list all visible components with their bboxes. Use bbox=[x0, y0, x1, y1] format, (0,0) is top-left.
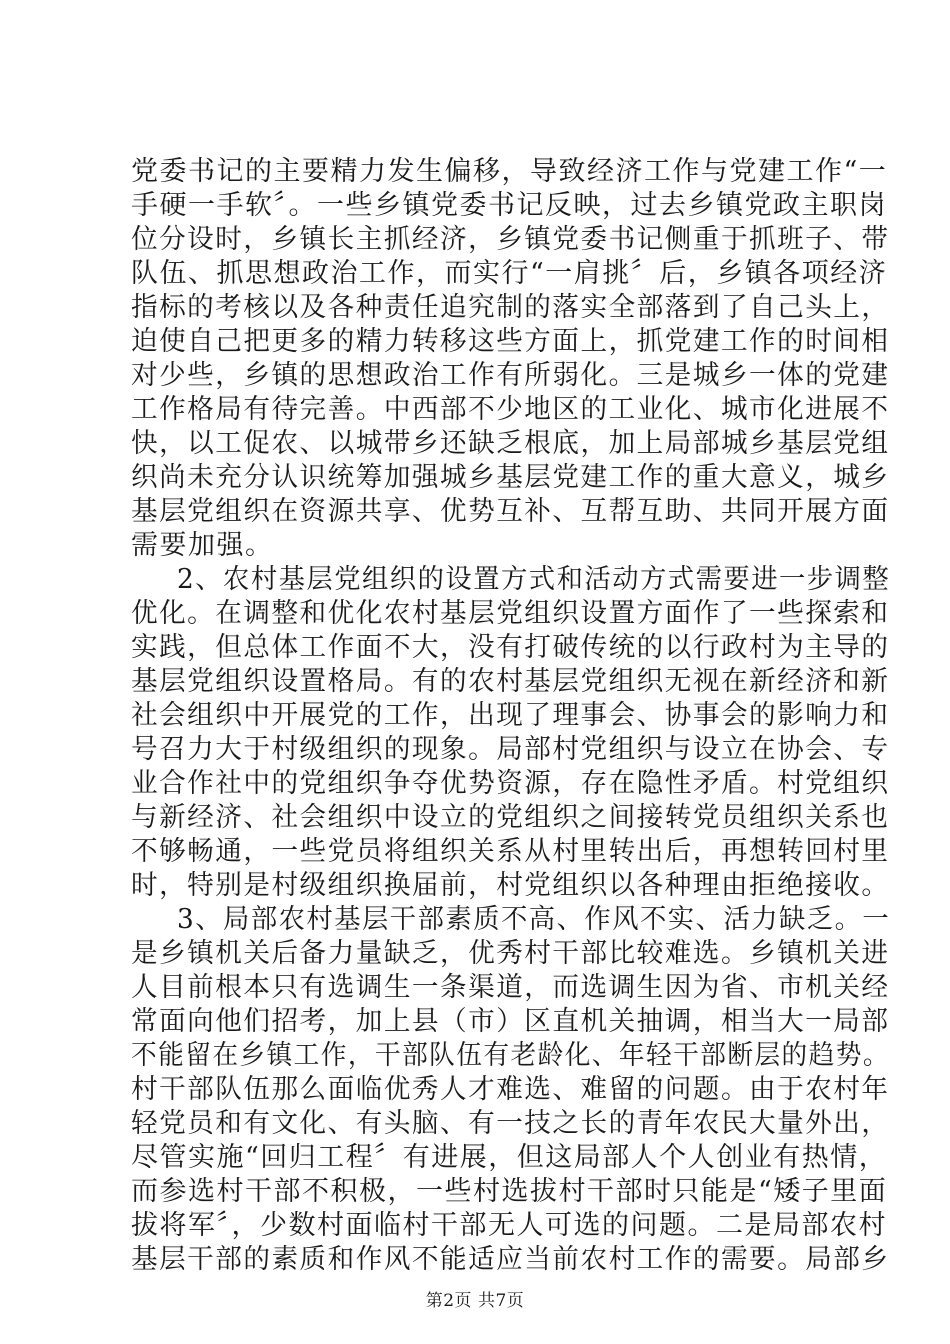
text-line: 常面向他们招考，加上县（市）区直机关抽调，相当大一局部 bbox=[131, 1006, 890, 1037]
text-line: 需要加强。 bbox=[131, 530, 274, 561]
text-line: 对少些，乡镇的思想政治工作有所弱化。三是城乡一体的党建 bbox=[131, 360, 890, 391]
text-line: 织尚未充分认识统筹加强城乡基层党建工作的重大意义，城乡 bbox=[131, 462, 890, 493]
text-line: 与新经济、社会组织中设立的党组织之间接转党员组织关系也 bbox=[131, 802, 890, 833]
text-line: 基层干部的素质和作风不能适应当前农村工作的需要。局部乡 bbox=[131, 1244, 890, 1275]
text-line: 工作格局有待完善。中西部不少地区的工业化、城市化进展不 bbox=[131, 394, 890, 425]
text-line: 而参选村干部不积极，一些村选拔村干部时只能是“矮子里面 bbox=[131, 1176, 888, 1207]
text-line: 2、农村基层党组织的设置方式和活动方式需要进一步调整 bbox=[177, 564, 891, 595]
text-line: 社会组织中开展党的工作，出现了理事会、协事会的影响力和 bbox=[131, 700, 890, 731]
text-line: 号召力大于村级组织的现象。局部村党组织与设立在协会、专 bbox=[131, 734, 890, 765]
text-line: 3、局部农村基层干部素质不高、作风不实、活力缺乏。一 bbox=[177, 904, 891, 935]
text-line: 村干部队伍那么面临优秀人才难选、难留的问题。由于农村年 bbox=[131, 1074, 890, 1105]
text-line: 手硬一手软〞。一些乡镇党委书记反映，过去乡镇党政主职岗 bbox=[131, 190, 887, 221]
text-line: 迫使自己把更多的精力转移这些方面上，抓党建工作的时间相 bbox=[131, 326, 890, 357]
text-line: 不够畅通，一些党员将组织关系从村里转出后，再想转回村里 bbox=[131, 836, 890, 867]
text-line: 实践，但总体工作面不大，没有打破传统的以行政村为主导的 bbox=[131, 632, 890, 663]
text-line: 快，以工促农、以城带乡还缺乏根底，加上局部城乡基层党组 bbox=[131, 428, 890, 459]
page-footer: 第2页 共7页 bbox=[425, 1291, 525, 1311]
text-line: 基层党组织设置格局。有的农村基层党组织无视在新经济和新 bbox=[131, 666, 890, 697]
text-line: 基层党组织在资源共享、优势互补、互帮互助、共同开展方面 bbox=[131, 496, 890, 527]
text-line: 位分设时，乡镇长主抓经济，乡镇党委书记侧重于抓班子、带 bbox=[131, 224, 890, 255]
text-line: 是乡镇机关后备力量缺乏，优秀村干部比较难选。乡镇机关进 bbox=[131, 938, 890, 969]
text-line: 轻党员和有文化、有头脑、有一技之长的青年农民大量外出， bbox=[131, 1108, 890, 1139]
text-line: 人目前根本只有选调生一条渠道，而选调生因为省、市机关经 bbox=[131, 972, 890, 1003]
text-line: 指标的考核以及各种责任追究制的落实全部落到了自己头上， bbox=[131, 292, 890, 323]
text-line: 业合作社中的党组织争夺优势资源，存在隐性矛盾。村党组织 bbox=[131, 768, 890, 799]
text-line: 优化。在调整和优化农村基层党组织设置方面作了一些探索和 bbox=[131, 598, 890, 629]
text-line: 尽管实施“回归工程〞有进展，但这局部人个人创业有热情， bbox=[131, 1142, 888, 1173]
text-line: 拔将军〞，少数村面临村干部无人可选的问题。二是局部农村 bbox=[131, 1210, 887, 1241]
text-line: 时，特别是村级组织换届前，村党组织以各种理由拒绝接收。 bbox=[131, 870, 890, 901]
text-line: 队伍、抓思想政治工作，而实行“一肩挑〞后，乡镇各项经济 bbox=[131, 258, 888, 289]
text-line: 不能留在乡镇工作，干部队伍有老龄化、年轻干部断层的趋势。 bbox=[131, 1040, 890, 1071]
text-line: 党委书记的主要精力发生偏移，导致经济工作与党建工作“一 bbox=[131, 156, 888, 187]
